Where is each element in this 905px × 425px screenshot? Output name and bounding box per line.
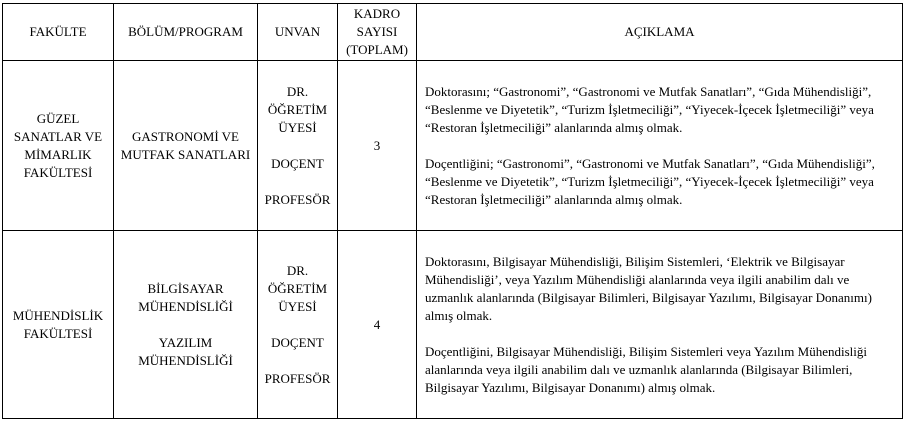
- aciklama-cell: [417, 61, 903, 231]
- unvan-dr-line1: DR.: [286, 83, 309, 99]
- table-row: [3, 61, 903, 231]
- header-bolum: BÖLÜM/PROGRAM: [114, 4, 258, 61]
- unvan-dr-line3: ÜYESİ: [278, 119, 317, 135]
- unvan-dr-line2: ÖĞRETİM: [267, 280, 328, 296]
- header-aciklama: AÇIKLAMA: [417, 4, 903, 61]
- unvan-docent: DOÇENT: [271, 155, 324, 171]
- aciklama-doktora: Doktorasını, Bilgisayar Mühendisliği, Bilişim Sistemleri, ‘Elektrik ve Bilgisayar Mühendisliği’, veya Yazılım Mühendisliği alanlarında veya ilgili anabilim dalı ve uzmanlık alanlarında (Bilgisayar Bilimleri, Bilgisayar Yazılımı, Bilgisayar Donanımı) almış olmak.: [425, 253, 872, 323]
- header-kadro-line2: SAYISI: [356, 24, 398, 39]
- fakulte-cell: GÜZEL SANATLAR VE MİMARLIK FAKÜLTESİ: [3, 61, 114, 231]
- kadro-cell: 3: [338, 61, 417, 231]
- program-cell: [114, 61, 258, 231]
- program-cell: [114, 231, 258, 419]
- unvan-dr-line3: ÜYESİ: [278, 298, 317, 314]
- unvan-cell: [258, 231, 338, 419]
- header-fakulte: FAKÜLTE: [3, 4, 114, 61]
- header-kadro: [338, 4, 417, 61]
- unvan-profesor: PROFESÖR: [264, 191, 331, 207]
- header-unvan: UNVAN: [258, 4, 338, 61]
- fakulte-cell: MÜHENDİSLİK FAKÜLTESİ: [3, 231, 114, 419]
- unvan-cell: [258, 61, 338, 231]
- aciklama-docentlik: Doçentliğini; “Gastronomi”, “Gastronomi ve Mutfak Sanatları”, “Gıda Mühendisliği”, “Beslenme ve Diyetetik”, “Turizm İşletmeciliği”, “Yiyecek-İçecek İşletmeciliği” veya “Restoran İşletmeciliği” alanlarında almış olmak.: [425, 155, 875, 207]
- unvan-dr-line1: DR.: [286, 262, 309, 278]
- header-row: [3, 4, 903, 61]
- table-row: [3, 231, 903, 419]
- header-kadro-line3: (TOPLAM): [346, 42, 408, 57]
- unvan-profesor: PROFESÖR: [264, 370, 331, 386]
- unvan-docent: DOÇENT: [271, 334, 324, 350]
- kadro-cell: 4: [338, 231, 417, 419]
- kadro-table: [2, 3, 903, 419]
- header-kadro-line1: KADRO: [353, 6, 401, 21]
- program-name: GASTRONOMİ VE MUTFAK SANATLARI: [120, 128, 251, 162]
- aciklama-docentlik: Doçentliğini, Bilgisayar Mühendisliği, Bilişim Sistemleri veya Yazılım Mühendisliği alanlarında veya ilgili anabilim dalı ve uzmanlık alanlarında (Bilgisayar Bilimleri, Bilgisayar Yazılımı, Bilgisayar Donanımı) almış olmak.: [425, 343, 867, 395]
- program-name: BİLGİSAYAR MÜHENDİSLİĞİ: [138, 280, 233, 314]
- unvan-dr-line2: ÖĞRETİM: [267, 101, 328, 117]
- aciklama-cell: [417, 231, 903, 419]
- program-name: YAZILIM MÜHENDİSLİĞİ: [138, 334, 233, 368]
- aciklama-doktora: Doktorasını; “Gastronomi”, “Gastronomi ve Mutfak Sanatları”, “Gıda Mühendisliği”, “Beslenme ve Diyetetik”, “Turizm İşletmeciliği”, “Yiyecek-İçecek İşletmeciliği” veya “Restoran İşletmeciliği” alanlarında almış olmak.: [425, 83, 874, 135]
